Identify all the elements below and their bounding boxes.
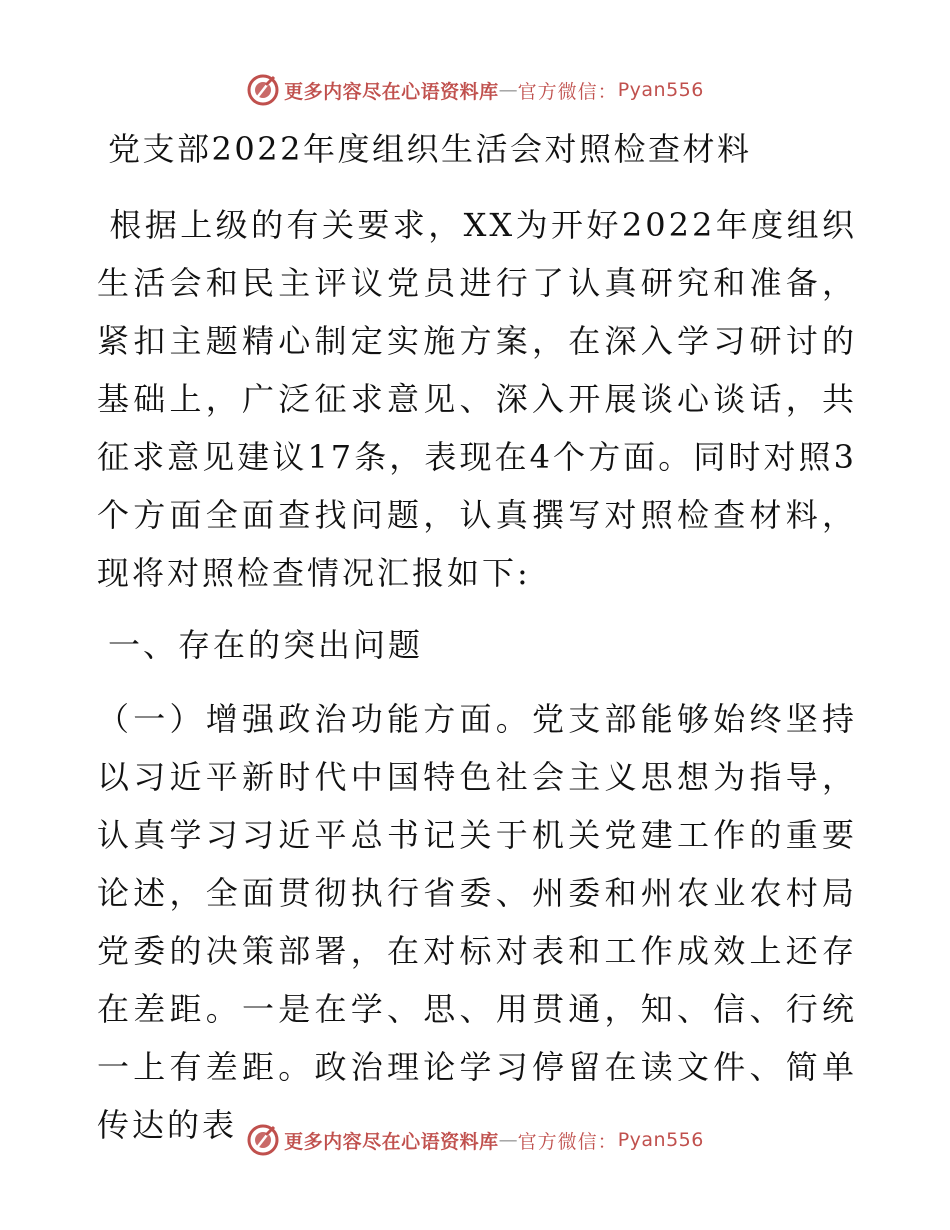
section-1-heading: 一、存在的突出问题: [108, 626, 424, 664]
header-watermark: [0, 70, 950, 110]
watermark-separator: —: [498, 79, 518, 101]
watermark-wechat-id: Pyan556: [617, 79, 704, 101]
document-title: 党支部2022年度组织生活会对照检查材料: [108, 130, 752, 168]
watermark-wechat-label: 官方微信：: [517, 1130, 618, 1153]
watermark-wechat-id: Pyan556: [617, 1129, 704, 1151]
intro-text: 根据上级的有关要求，XX为开好2022年度组织生活会和民主评议党员进行了认真研究和准备，紧扣主题精心制定实施方案，在深入学习研讨的基础上，广泛征求意见、深入开展谈心谈话，共征求意见建议17条，表现在4个方面。同时对照3个方面全面查找问题，认真撰写对照检查材料，现将对照检查情况汇报如下:: [97, 206, 857, 592]
section-1-paragraph: [97, 690, 857, 1154]
intro-paragraph: [97, 196, 857, 602]
watermark-wechat-label: 官方微信：: [517, 80, 618, 103]
watermark-separator: —: [498, 1129, 518, 1151]
red-seal-logo-icon: [246, 73, 280, 107]
footer-watermark: [0, 1120, 950, 1160]
watermark-text: 更多内容尽在心语资料库: [284, 80, 499, 103]
section-1-text: （一）增强政治功能方面。党支部能够始终坚持以习近平新时代中国特色社会主义思想为指导，认真学习习近平总书记关于机关党建工作的重要论述，全面贯彻执行省委、州委和州农业农村局党委的决策部署，在对标对表和工作成效上还存在差距。一是在学、思、用贯通，知、信、行统一上有差距。政治理论学习停留在读文件、简单传达的表: [97, 700, 857, 1144]
watermark-text: 更多内容尽在心语资料库: [284, 1130, 499, 1153]
red-seal-logo-icon: [246, 1123, 280, 1157]
